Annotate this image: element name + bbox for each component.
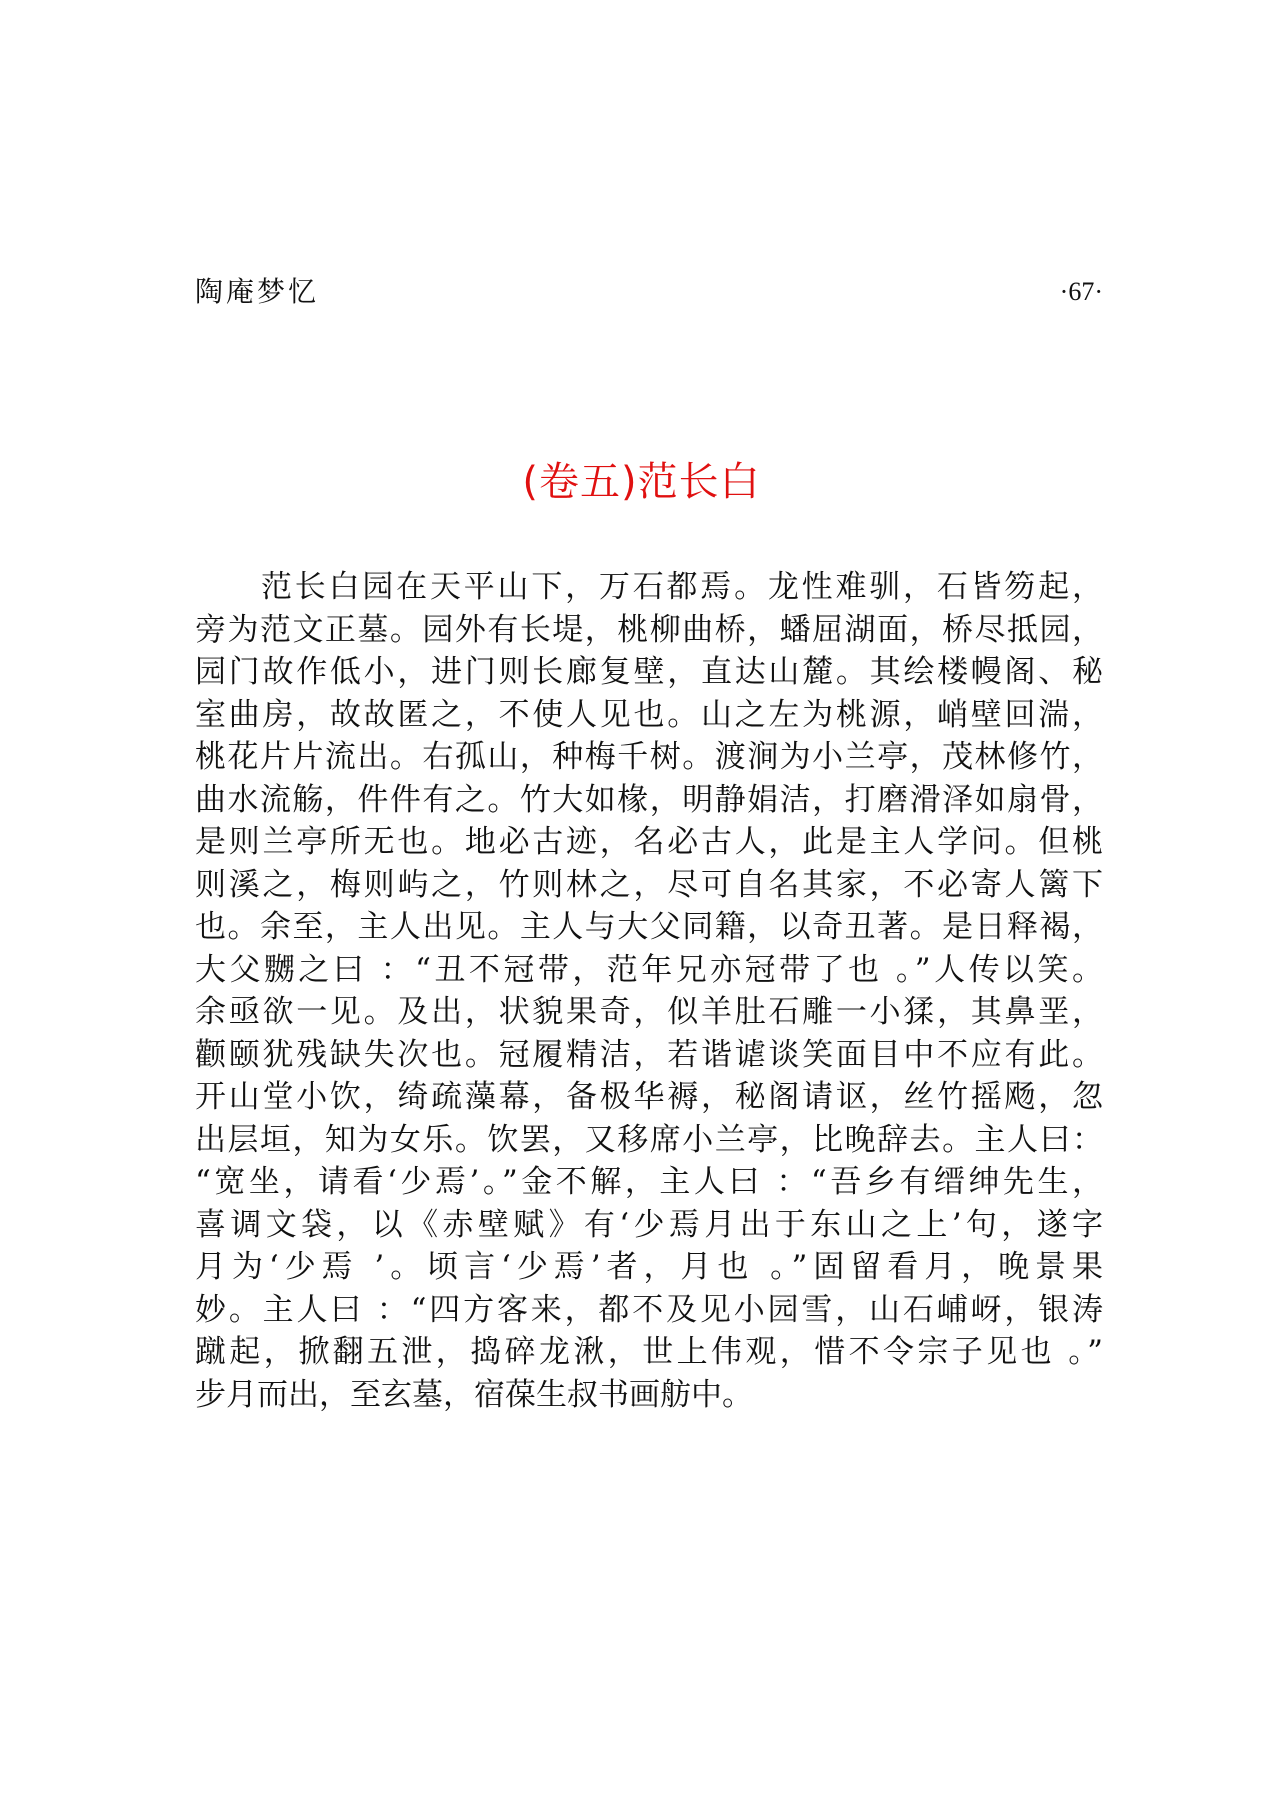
text-line: “宽坐，请看‘少焉’。”金不解，主人曰 ：“吾乡有缙绅先生， <box>195 1164 1103 1200</box>
text-line: 园门故作低小，进门则长廊复壁，直达山麓。其绘楼幔阁、秘 <box>195 654 1103 690</box>
text-line: 月为‘少焉 ’。顷言‘少焉’者，月也 。”固留看月，晚景果 <box>195 1249 1103 1285</box>
text-line: 蹴起，掀翻五泄，捣碎龙湫，世上伟观，惜不令宗子见也 。” <box>195 1334 1103 1370</box>
text-line: 步月而出，至玄墓，宿葆生叔书画舫中。 <box>195 1376 753 1413</box>
text-line: 桃花片片流出。右孤山，种梅千树。渡涧为小兰亭，茂林修竹， <box>195 739 1103 775</box>
text-line: 范长白园在天平山下，万石都焉。龙性难驯，石皆笏起， <box>261 569 1103 605</box>
running-head <box>195 272 1103 312</box>
book-title: 陶庵梦忆 <box>195 275 320 308</box>
text-line: 颧颐犹残缺失次也。冠履精洁，若谐谑谈笑面目中不应有此。 <box>195 1036 1103 1073</box>
text-line: 出层垣，知为女乐。饮罢，又移席小兰亭，比晚辞去。主人曰： <box>195 1121 1103 1158</box>
text-line: 开山堂小饮，绮疏藻幕，备极华褥，秘阁请讴，丝竹摇飏，忽 <box>195 1079 1103 1115</box>
text-line: 室曲房，故故匿之，不使人见也。山之左为桃源，峭壁回湍， <box>195 696 1103 733</box>
text-line: 旁为范文正墓。园外有长堤，桃柳曲桥，蟠屈湖面，桥尽抵园， <box>195 611 1103 648</box>
text-line: 曲水流觞，件件有之。竹大如椽，明静娟洁，打磨滑泽如扇骨， <box>195 781 1103 818</box>
chapter-title: (卷五)范长白 <box>522 459 761 505</box>
text-line: 妙。主人曰 ：“四方客来，都不及见小园雪，山石峬岈，银涛 <box>195 1291 1103 1328</box>
text-line: 余亟欲一见。及出，状貌果奇，似羊肚石雕一小猱，其鼻垩， <box>195 994 1103 1030</box>
text-line: 喜调文袋，以《赤壁赋》有‘少焉月出于东山之上’句，遂字 <box>195 1206 1103 1243</box>
body-paragraph <box>195 566 1103 1416</box>
text-line: 也。余至，主人出见。主人与大父同籍，以奇丑著。是日释褐， <box>195 909 1103 945</box>
text-line: 是则兰亭所无也。地必古迹，名必古人，此是主人学问。但桃 <box>195 824 1103 860</box>
text-line: 大父嬲之曰 ：“丑不冠带，范年兄亦冠带了也 。”人传以笑。 <box>195 951 1103 988</box>
text-line: 则溪之，梅则屿之，竹则林之，尽可自名其家，不必寄人篱下 <box>195 866 1103 903</box>
page-number: ·67· <box>1059 277 1103 306</box>
